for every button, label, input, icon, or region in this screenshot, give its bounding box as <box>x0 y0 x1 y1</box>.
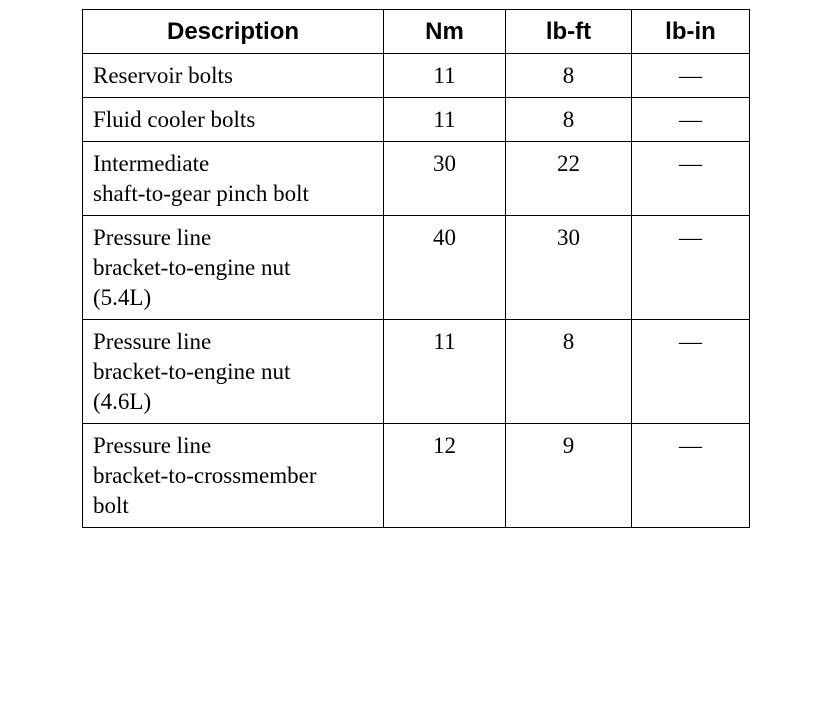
cell-nm: 12 <box>384 424 506 528</box>
cell-nm: 11 <box>384 98 506 142</box>
cell-description: Pressure line bracket-to-crossmember bolt <box>83 424 384 528</box>
header-description: Description <box>83 10 384 54</box>
cell-description: Reservoir bolts <box>83 54 384 98</box>
torque-spec-table <box>82 9 750 528</box>
header-nm: Nm <box>384 10 506 54</box>
cell-nm: 30 <box>384 142 506 216</box>
cell-lbft: 30 <box>506 216 632 320</box>
cell-nm: 11 <box>384 320 506 424</box>
cell-nm: 11 <box>384 54 506 98</box>
cell-lbft: 8 <box>506 320 632 424</box>
cell-lbin: — <box>632 98 750 142</box>
cell-description: Fluid cooler bolts <box>83 98 384 142</box>
header-lbft: lb-ft <box>506 10 632 54</box>
table-row <box>83 98 750 142</box>
table-row <box>83 320 750 424</box>
cell-lbin: — <box>632 54 750 98</box>
table-row <box>83 142 750 216</box>
cell-description: Pressure line bracket-to-engine nut (5.4L) <box>83 216 384 320</box>
cell-description: Intermediate shaft-to-gear pinch bolt <box>83 142 384 216</box>
table-header-row <box>83 10 750 54</box>
table-row <box>83 216 750 320</box>
cell-lbin: — <box>632 216 750 320</box>
header-lbin: lb-in <box>632 10 750 54</box>
cell-lbft: 8 <box>506 98 632 142</box>
table-row <box>83 54 750 98</box>
cell-description: Pressure line bracket-to-engine nut (4.6L) <box>83 320 384 424</box>
cell-lbin: — <box>632 320 750 424</box>
cell-lbft: 9 <box>506 424 632 528</box>
cell-lbin: — <box>632 142 750 216</box>
cell-lbin: — <box>632 424 750 528</box>
table-row <box>83 424 750 528</box>
cell-lbft: 8 <box>506 54 632 98</box>
cell-lbft: 22 <box>506 142 632 216</box>
cell-nm: 40 <box>384 216 506 320</box>
